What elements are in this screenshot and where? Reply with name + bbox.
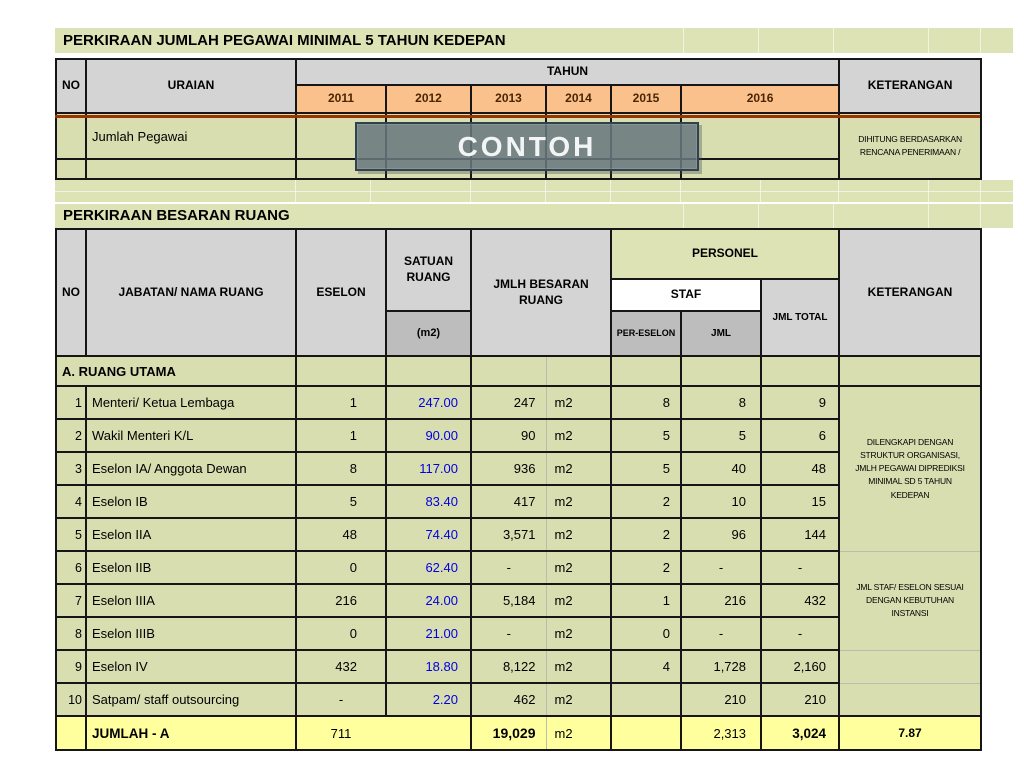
table-row: 10 Satpam/ staff outsourcing - 2.20 462 m2 210 210 [56, 683, 981, 716]
section1-title-bar [55, 28, 1013, 53]
header-eselon: ESELON [296, 229, 386, 356]
keterangan-empty [839, 650, 981, 683]
cell-year-value [681, 113, 839, 159]
header-no: NO [56, 59, 86, 113]
header-satuan-ruang: SATUAN RUANG [386, 229, 471, 311]
year-2011: 2011 [296, 85, 386, 113]
room-name: Wakil Menteri K/L [86, 419, 296, 452]
total-luas: 19,029 [471, 716, 546, 750]
room-name: Eselon IIB [86, 551, 296, 584]
grid-hairline [980, 28, 981, 53]
header-personel: PERSONEL [611, 229, 839, 279]
year-2015: 2015 [611, 85, 681, 113]
grid-hairline [758, 28, 759, 53]
table-row: 4 Eselon IB 5 83.40 417 m2 2 10 15 [56, 485, 981, 518]
header-jml-total: JML TOTAL [761, 279, 839, 356]
year-2016: 2016 [681, 85, 839, 113]
double-accent-line [55, 115, 980, 118]
room-name: Menteri/ Ketua Lembaga [86, 386, 296, 419]
group-label: A. RUANG UTAMA [56, 356, 296, 386]
header-staf: STAF [611, 279, 761, 311]
table-row: 5 Eselon IIA 48 74.40 3,571 m2 2 96 144 [56, 518, 981, 551]
section2-title: PERKIRAAN BESARAN RUANG [63, 207, 290, 224]
header-keterangan: KETERANGAN [839, 59, 981, 113]
total-jml: 2,313 [681, 716, 761, 750]
room-name: Eselon IIA [86, 518, 296, 551]
table-row: 9 Eselon IV 432 18.80 8,122 m2 4 1,728 2,160 [56, 650, 981, 683]
total-keterangan: 7.87 [839, 716, 981, 750]
total-row: JUMLAH - A 711 19,029 m2 2,313 3,024 7.87 [56, 716, 981, 750]
year-2013: 2013 [471, 85, 546, 113]
room-name: Eselon IA/ Anggota Dewan [86, 452, 296, 485]
year-2014: 2014 [546, 85, 611, 113]
room-name: Eselon IIIA [86, 584, 296, 617]
table-row: 2 Wakil Menteri K/L 1 90.00 90 m2 5 5 6 [56, 419, 981, 452]
room-name: Eselon IV [86, 650, 296, 683]
room-name: Satpam/ staff outsourcing [86, 683, 296, 716]
header-jmlh-besaran: JMLH BESARAN RUANG [471, 229, 611, 356]
row-label: Jumlah Pegawai [86, 113, 296, 159]
year-2012: 2012 [386, 85, 471, 113]
header-satuan-unit: (m2) [386, 311, 471, 356]
total-label: JUMLAH - A [86, 716, 296, 750]
section2-title-bar [55, 204, 1013, 228]
header-per-eselon: PER-ESELON [611, 311, 681, 356]
table-row: 1 Menteri/ Ketua Lembaga 1 247.00 247 m2 8 8 9 DILENGKAPI DENGAN STRUKTUR ORGANISASI, JMLH PEGAWAI DIPREDIKSI MINIMAL SD 5 TAHUN KEDEPAN [56, 386, 981, 419]
keterangan-note-2: JML STAF/ ESELON SESUAI DENGAN KEBUTUHAN INSTANSI [839, 551, 981, 650]
cell-no [56, 113, 86, 159]
keterangan-note: DIHITUNG BERDASARKAN RENCANA PENERIMAAN / [839, 113, 981, 179]
besaran-ruang-table [55, 228, 982, 751]
section1-title: PERKIRAAN JUMLAH PEGAWAI MINIMAL 5 TAHUN KEDEPAN [63, 32, 506, 49]
total-jml-total: 3,024 [761, 716, 839, 750]
header-no: NO [56, 229, 86, 356]
header-keterangan: KETERANGAN [839, 229, 981, 356]
keterangan-empty [839, 683, 981, 716]
grid-hairline [683, 28, 684, 53]
total-eselon: 711 [296, 716, 471, 750]
keterangan-note-1: DILENGKAPI DENGAN STRUKTUR ORGANISASI, JMLH PEGAWAI DIPREDIKSI MINIMAL SD 5 TAHUN KEDEPAN [839, 386, 981, 551]
table-row: 3 Eselon IA/ Anggota Dewan 8 117.00 936 m2 5 40 48 [56, 452, 981, 485]
header-jml: JML [681, 311, 761, 356]
grid-hairline [833, 28, 834, 53]
grid-hairline [55, 191, 1013, 192]
grid-hairline [928, 28, 929, 53]
sheet-cells-strip [55, 180, 1013, 202]
group-row [56, 356, 981, 386]
header-jabatan: JABATAN/ NAMA RUANG [86, 229, 296, 356]
table-row: 7 Eselon IIIA 216 24.00 5,184 m2 1 216 432 [56, 584, 981, 617]
room-name: Eselon IIIB [86, 617, 296, 650]
header-uraian: URAIAN [86, 59, 296, 113]
table-row: 6 Eselon IIB 0 62.40 - m2 2 - - JML STAF/ ESELON SESUAI DENGAN KEBUTUHAN INSTANSI [56, 551, 981, 584]
room-name: Eselon IB [86, 485, 296, 518]
table-row: 8 Eselon IIIB 0 21.00 - m2 0 - - [56, 617, 981, 650]
contoh-watermark: CONTOH [355, 122, 699, 171]
header-tahun: TAHUN [296, 59, 839, 85]
